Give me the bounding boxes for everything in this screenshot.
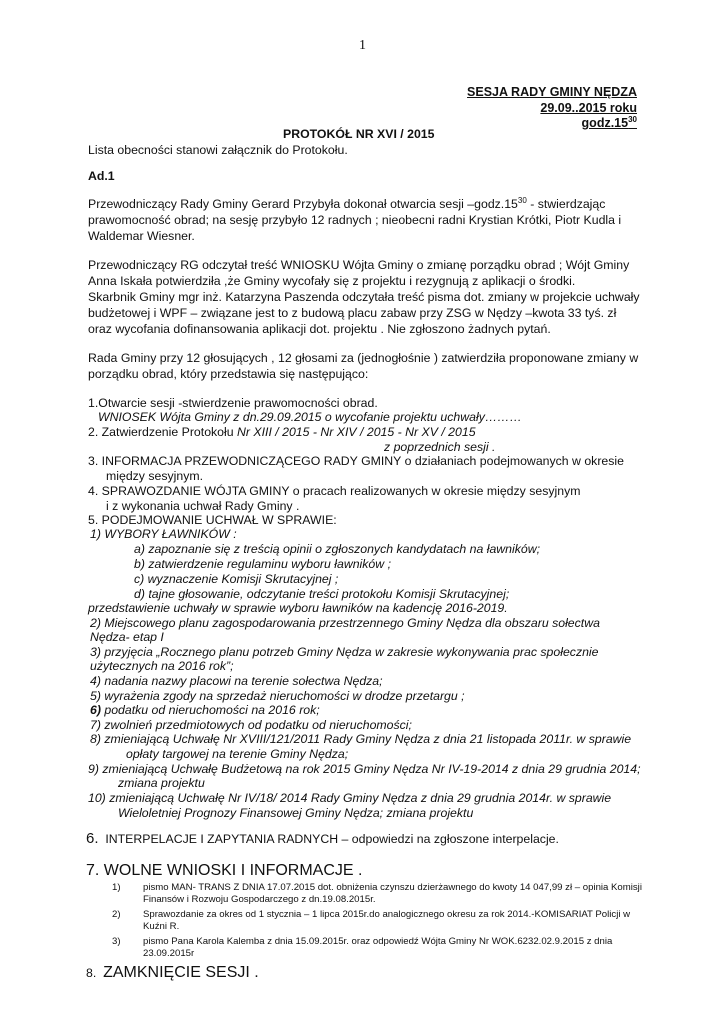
motion-paragraph-line: Przewodniczący RG odczytał treść WNIOSKU Wójta Gminy o zmianę porządku obrad ; Wójt Gminy xyxy=(88,258,630,272)
resolution-2: 2) Miejscowego planu zagospodarowania przestrzennego Gminy Nędza dla obszaru sołectwa xyxy=(90,616,600,630)
resolution-8: 8) zmieniającą Uchwałę Nr XVIII/121/2011 Rady Gminy Nędza z dnia 21 listopada 2011r. w sprawie xyxy=(90,732,632,746)
resolution-1a: a) zapoznanie się z treścią opinii o zgłoszonych kandydatach na ławników; xyxy=(134,542,541,556)
agenda-item-7: 7. WOLNE WNIOSKI I INFORMACJE . xyxy=(86,862,363,879)
letter-2-number: 2) xyxy=(112,909,121,920)
vote-paragraph-line: Rada Gminy przy 12 głosujących , 12 głosami za (jednogłośnie ) zatwierdziła proponowane zmiany w xyxy=(88,351,639,365)
resolution-2-cont: Nędza- etap I xyxy=(90,630,164,644)
motion-paragraph-line: oraz wycofania dofinansowania aplikacji dot. projektu . Nie zgłoszono żadnych pytań. xyxy=(88,322,551,336)
resolution-10: 10) zmieniającą Uchwałę Nr IV/18/ 2014 Rady Gminy Nędza z dnia 29 grudnia 2014r. w sprawie xyxy=(88,791,612,805)
page-number: 1 xyxy=(359,38,366,53)
resolution-5: 5) wyrażenia zgody na sprzedaż nieruchomości w drodze przetargu ; xyxy=(90,689,465,703)
agenda-item-1-note: WNIOSEK Wójta Gminy z dn.29.09.2015 o wycofanie projektu uchwały……… xyxy=(98,410,522,424)
attendance-note: Lista obecności stanowi załącznik do Protokołu. xyxy=(88,143,348,157)
agenda-item-1: 1.Otwarcie sesji -stwierdzenie prawomocności obrad. xyxy=(88,396,378,410)
agenda-item-3-cont: między sesyjnym. xyxy=(106,469,204,483)
resolution-1b: b) zatwierdzenie regulaminu wyboru ławników ; xyxy=(134,557,391,571)
resolution-8-cont: opłaty targowej na terenie Gminy Nędza; xyxy=(126,747,349,761)
agenda-item-5: 5. PODEJMOWANIE UCHWAŁ W SPRAWIE: xyxy=(88,513,337,527)
resolution-6: 6) podatku od nieruchomości na 2016 rok; xyxy=(90,703,320,717)
session-header-time: $godz.15^{30}$ xyxy=(581,115,637,130)
letter-1-cont: Finansów i Rozwoju Gospodarczego z dn.19.08.2015r. xyxy=(143,894,376,905)
resolution-3: 3) przyjęcia „Rocznego planu potrzeb Gminy Nędza w zakresie wykonywania prac społecznie xyxy=(90,645,599,659)
resolution-1e: przedstawienie uchwały w sprawie wyboru ławników na kadencję 2016-2019. xyxy=(88,601,508,615)
opening-paragraph-line: prawomocność obrad; na sesję przybyło 12 radnych ; nieobecni radni Krystian Krótki, Piotr Kudla i xyxy=(88,213,622,227)
motion-paragraph-line: Anna Iskała potwierdziła ,że Gminy wycofały się z projektu i rezygnują z aplikacji o środki. xyxy=(88,274,576,288)
letter-1: pismo MAN- TRANS Z DNIA 17.07.2015 dot. obniżenia czynszu dzierżawnego do kwoty 14 047,99 zł – opinia Komisji xyxy=(143,882,642,893)
resolution-10-cont: Wieloletniej Prognozy Finansowej Gminy Nędza; zmiana projektu xyxy=(118,806,474,820)
session-header-title: SESJA RADY GMINY NĘDZA xyxy=(467,85,637,99)
opening-paragraph-line: Przewodniczący Rady Gminy Gerard Przybyła dokonał otwarcia sesji $-godz.15^{30}$ - stwierdzając xyxy=(88,196,606,211)
letter-2: Sprawozdanie za okres od 1 stycznia – 1 lipca 2015r.do analogicznego okresu za rok 2014.-KOMISARIAT Policji w xyxy=(143,909,631,920)
opening-paragraph-line: Waldemar Wiesner. xyxy=(88,229,195,243)
resolution-3-cont: użytecznych na 2016 rok”; xyxy=(90,659,234,673)
resolution-9-cont: zmiana projektu xyxy=(118,776,205,790)
agenda-item-6: 6. INTERPELACJE I ZAPYTANIA RADNYCH – odpowiedzi na zgłoszone interpelacje. xyxy=(86,830,559,847)
agenda-item-3: 3. INFORMACJA PRZEWODNICZĄCEGO RADY GMINY o działaniach podejmowanych w okresie xyxy=(88,454,624,468)
resolution-4: 4) nadania nazwy placowi na terenie sołectwa Nędza; xyxy=(90,674,383,688)
agenda-item-4-cont: i z wykonania uchwał Rady Gminy . xyxy=(106,499,300,513)
letter-3: pismo Pana Karola Kalemba z dnia 15.09.2015r. oraz odpowiedź Wójta Gminy Nr WOK.6232.02.9.2015 z dnia xyxy=(143,936,613,947)
letter-1-number: 1) xyxy=(112,882,121,893)
letter-2-cont: Kuźni R. xyxy=(143,921,180,932)
motion-paragraph-line: budżetowej i WPF – związane jest to z budową placu zabaw przy ZSG w Nędzy –kwota 33 tyś. zł xyxy=(88,306,617,320)
resolution-1c: c) wyznaczenie Komisji Skrutacyjnej ; xyxy=(134,572,339,586)
agenda-item-2-cont: z poprzednich sesji . xyxy=(384,440,496,454)
protocol-title: PROTOKÓŁ NR XVI / 2015 xyxy=(283,127,435,141)
resolution-1d: d) tajne głosowanie, odczytanie treści protokołu Komisji Skrutacyjnej; xyxy=(134,587,510,601)
letter-3-cont: 23.09.2015r xyxy=(143,948,195,959)
agenda-item-8: 8. ZAMKNIĘCIE SESJI . xyxy=(86,964,259,981)
vote-paragraph-line: porządku obrad, który przedstawia się następująco: xyxy=(88,367,369,381)
agenda-item-4: 4. SPRAWOZDANIE WÓJTA GMINY o pracach realizowanych w okresie między sesyjnym xyxy=(88,484,581,498)
motion-paragraph-line: Skarbnik Gminy mgr inż. Katarzyna Paszenda odczytała treść pisma dot. zmiany w projekcie uchwały xyxy=(88,290,640,304)
agenda-item-2: 2. Zatwierdzenie Protokołu Nr XIII / 2015 - Nr XIV / 2015 - Nr XV / 2015 xyxy=(88,425,476,439)
session-header-date: 29.09..2015 roku xyxy=(540,101,637,115)
ad1-heading: Ad.1 xyxy=(88,169,115,183)
letter-3-number: 3) xyxy=(112,936,121,947)
resolution-9: 9) zmieniającą Uchwałę Budżetową na rok 2015 Gminy Nędza Nr IV-19-2014 z dnia 29 grudnia 2014; xyxy=(88,762,641,776)
resolution-1: 1) WYBORY ŁAWNIKÓW : xyxy=(90,527,237,541)
resolution-7: 7) zwolnień przedmiotowych od podatku od nieruchomości; xyxy=(90,718,412,732)
